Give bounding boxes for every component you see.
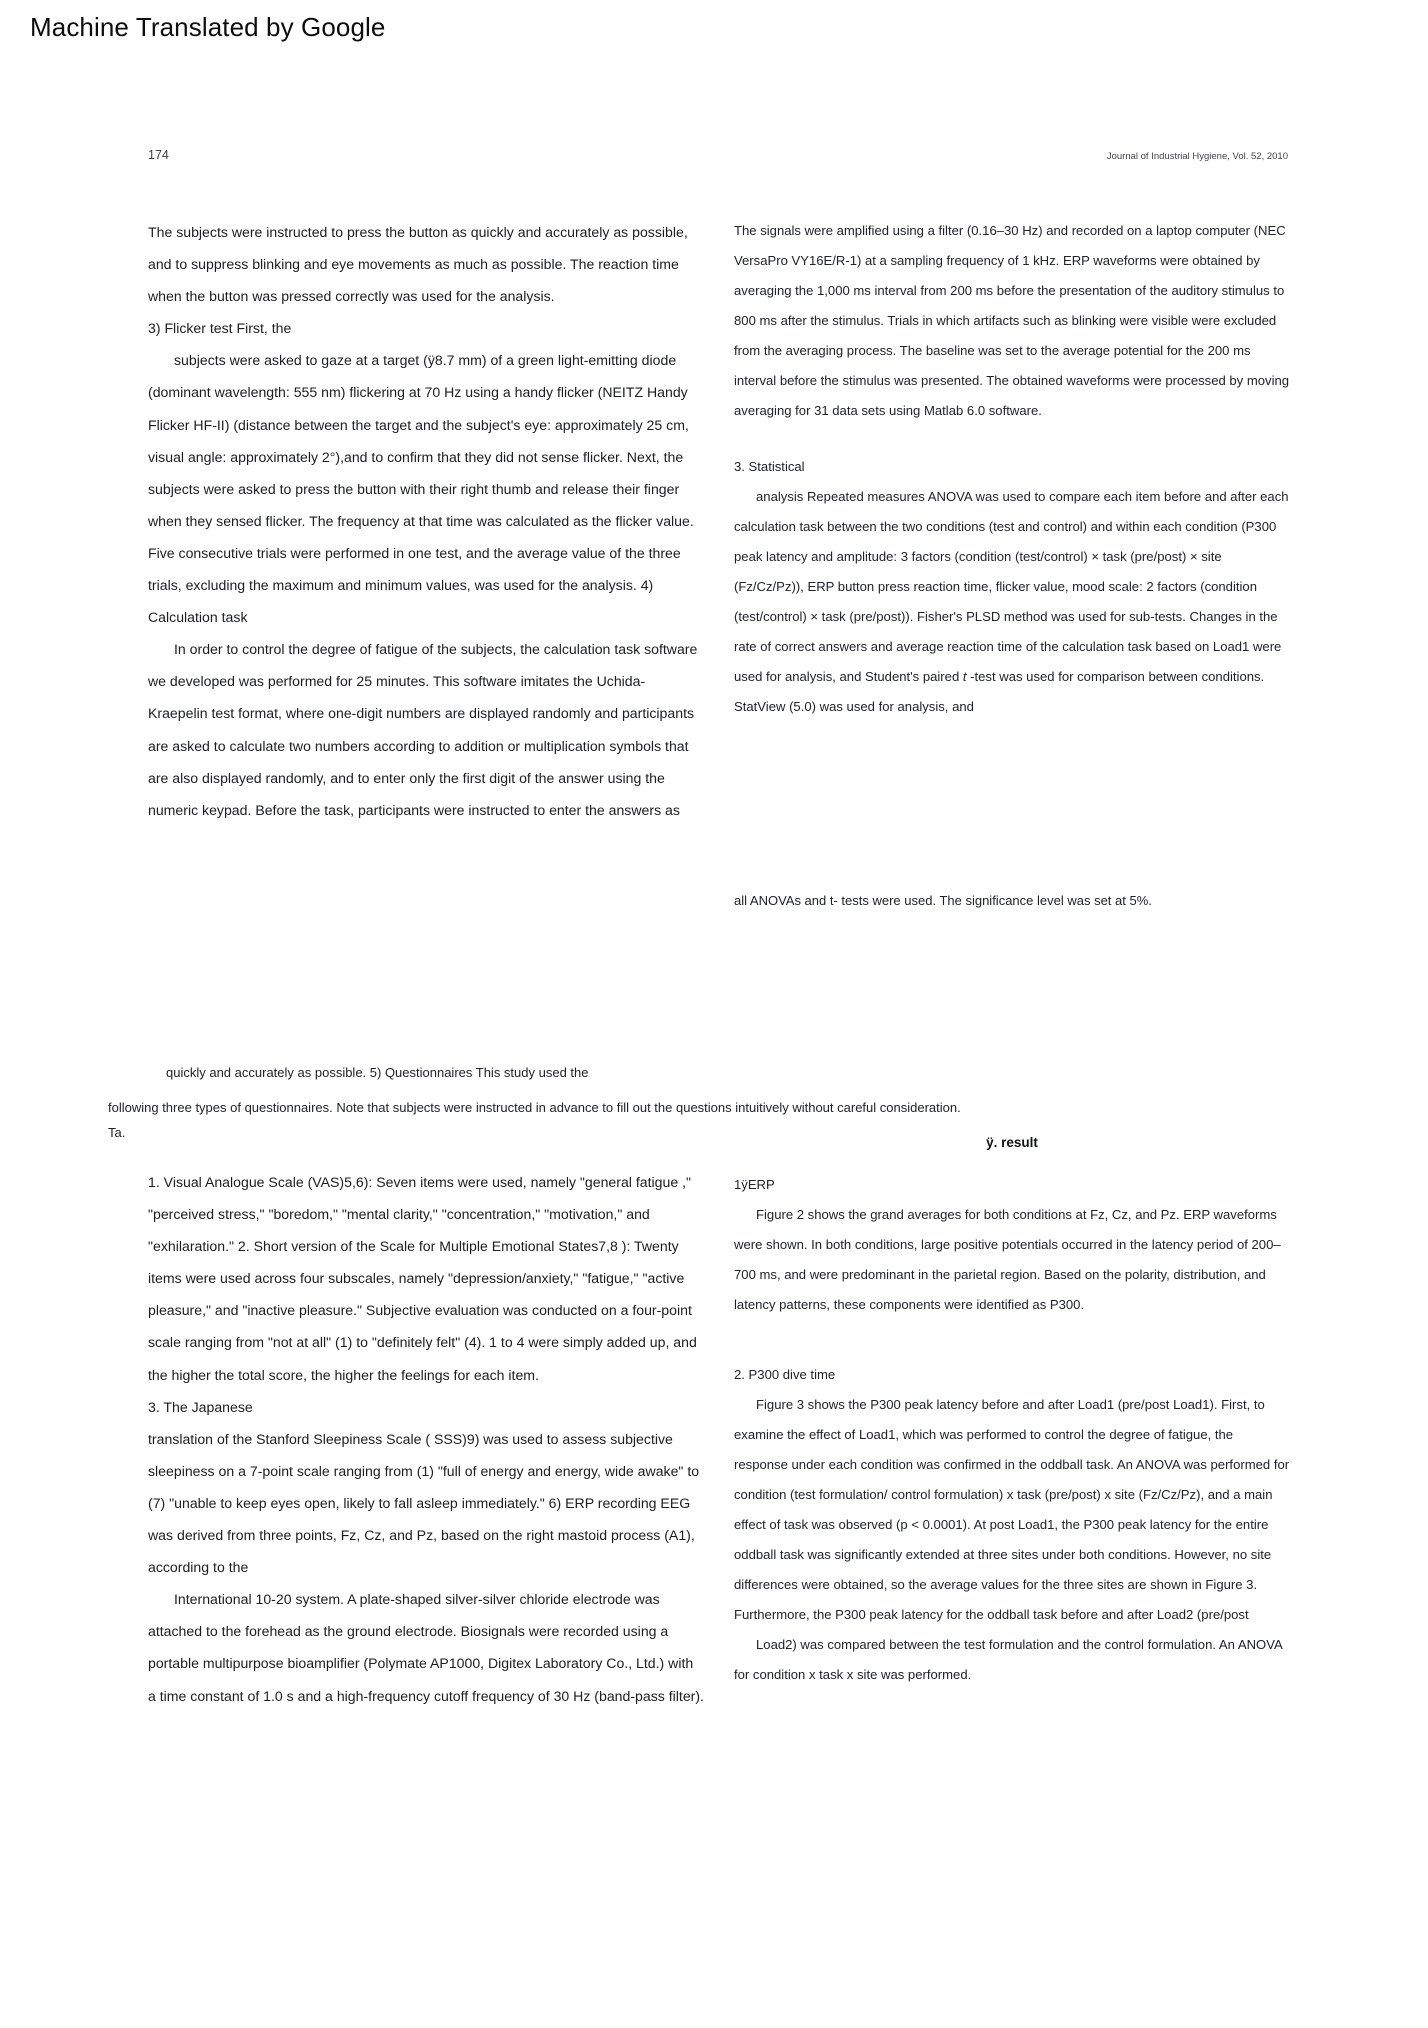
paragraph-flicker-method: subjects were asked to gaze at a target (ÿ8.7 mm) of a green light-emitting diode (dominant wavelength: 555 nm) flickering at 70 Hz using a handy flicker (NEITZ Handy Flicker HF-II) (distance between the target and the subject's eye: approximately 25 cm, visual angle: approximately 2°),and to confirm that they did not sense flicker. Next, the subjects were asked to press the button with their right thumb and release their finger when they sensed flicker. The frequency at that time was calculated as the flicker value. Five consecutive trials were performed in one test, and the average value of the three trials, excluding the maximum and minimum values, was used for the analysis. 4) xyxy=(148,352,694,594)
running-head xyxy=(148,148,1288,172)
left-column-upper xyxy=(148,216,704,826)
spanning-block-questionnaires xyxy=(108,1060,1334,1145)
right-column-upper xyxy=(734,216,1290,722)
paragraph-erp-results: Figure 2 shows the grand averages for both conditions at Fz, Cz, and Pz. ERP waveforms were shown. In both conditions, large positive potentials occurred in the latency period of 200–700 ms, and were predominant in the parietal region. Based on the polarity, distribution, and latency patterns, these components were identified as P300. xyxy=(734,1207,1281,1312)
heading-results-section: ÿ. result xyxy=(986,1135,1038,1150)
paragraph-statistical-analysis xyxy=(734,482,1290,722)
spanning-line-following: following three types of questionnaires. Note that subjects were instructed in advance to fill out the questions intuitively without careful consideration. xyxy=(108,1100,961,1115)
heading-according-to: according to the xyxy=(148,1559,249,1576)
left-column-lower xyxy=(148,1166,704,1712)
stat-text-a: analysis Repeated measures ANOVA was used to compare each item before and after each calculation task between the two conditions (test and control) and within each condition (P300 peak latency and amplitude: 3 factors (condition (test/control) × task (pre/post) × site (Fz/Cz/Pz)), ERP button press reaction time, flicker value, mood scale: 2 factors (condition (test/control) × task (pre/post)). Fisher's PLSD method was used for sub-tests. Changes in the rate of correct answers and average reaction time of the calculation task based on Load1 were used for analysis, and Student's paired xyxy=(734,489,1289,684)
spanning-line-anova-wrap xyxy=(108,888,1334,913)
heading-statistical: 3. Statistical xyxy=(734,459,805,474)
page-folio: 174 xyxy=(148,148,169,162)
spanning-line-ta: Ta. xyxy=(108,1125,126,1140)
paragraph-subject-instructions: The subjects were instructed to press the button as quickly and accurately as possible, and to suppress blinking and eye movements as much as possible. The reaction time when the button was pressed correctly was used for the analysis. xyxy=(148,224,688,305)
paragraph-p300-latency: Figure 3 shows the P300 peak latency before and after Load1 (pre/post Load1). First, to examine the effect of Load1, which was performed to control the degree of fatigue, the response under each condition was confirmed in the oddball task. An ANOVA was performed for condition (test formulation/ control formulation) x task (pre/post) x site (Fz/Cz/Pz), and a main effect of task was observed (p < 0.0001). At post Load1, the P300 peak latency for the entire oddball task was significantly extended at three sites under both conditions. However, no site differences were obtained, so the average values for the three sites are shown in Figure 3. Furthermore, the P300 peak latency for the oddball task before and after Load2 (pre/post xyxy=(734,1397,1290,1622)
machine-translation-label: Machine Translated by Google xyxy=(30,12,386,42)
stat-text-b: -test was used for comparison between conditions. StatView (5.0) was used for analysis, and xyxy=(734,669,1265,714)
stat-italic-t: t xyxy=(962,669,967,684)
paragraph-questionnaire-scales: 1. Visual Analogue Scale (VAS)5,6): Seven items were used, namely "general fatigue ," "perceived stress," "boredom," "mental clarity," "concentration," "motivation," and "exhilaration." 2. Short version of the Scale for Multiple Emotional States7,8 ): Twenty items were used across four subscales, namely "depression/anxiety," "fatigue," "active pleasure," and "inactive pleasure." Subjective evaluation was conducted on a four-point scale ranging from "not at all" (1) to "definitely felt" (4). 1 to 4 were simply added up, and the higher the total score, the higher the feelings for each item. xyxy=(148,1174,697,1383)
right-column-lower xyxy=(734,1170,1290,1690)
spanning-line-quickly: quickly and accurately as possible. 5) Questionnaires This study used the xyxy=(166,1065,589,1080)
journal-citation: Journal of Industrial Hygiene, Vol. 52, 2010 xyxy=(1106,151,1288,162)
heading-erp: 1ÿERP xyxy=(734,1177,775,1192)
spanning-line-anova: all ANOVAs and t- tests were used. The significance level was set at 5%. xyxy=(734,893,1152,908)
heading-p300-dive-time: 2. P300 dive time xyxy=(734,1367,836,1382)
paragraph-calculation-task: In order to control the degree of fatigue of the subjects, the calculation task software we developed was performed for 25 minutes. This software imitates the Uchida-Kraepelin test format, where one-digit numbers are displayed randomly and participants are asked to calculate two numbers according to addition or multiplication symbols that are also displayed randomly, and to enter only the first digit of the answer using the numeric keypad. Before the task, participants were instructed to enter the answers as xyxy=(148,641,698,818)
paragraph-signal-amplification: The signals were amplified using a filter (0.16–30 Hz) and recorded on a laptop computer (NEC VersaPro VY16E/R-1) at a sampling frequency of 1 kHz. ERP waveforms were obtained by averaging the 1,000 ms interval from 200 ms before the presentation of the auditory stimulus to 800 ms after the stimulus. Trials in which artifacts such as blinking were visible were excluded from the averaging process. The baseline was set to the average potential for the 200 ms interval before the stimulus was presented. The obtained waveforms were processed by moving averaging for 31 data sets using Matlab 6.0 software. xyxy=(734,223,1290,418)
heading-calculation-task: Calculation task xyxy=(148,609,248,626)
document-page xyxy=(0,58,1428,2028)
machine-translation-banner xyxy=(0,0,1428,58)
paragraph-sleepiness-scale: translation of the Stanford Sleepiness Scale ( SSS)9) was used to assess subjective sleepiness on a 7-point scale ranging from (1) "full of energy and energy, wide awake" to (7) "unable to keep eyes open, likely to fall asleep immediately." 6) ERP recording EEG was derived from three points, Fz, Cz, and Pz, based on the right mastoid process (A1), xyxy=(148,1430,700,1544)
heading-flicker-test: 3) Flicker test First, the xyxy=(148,320,292,337)
paragraph-load2-comparison: Load2) was compared between the test formulation and the control formulation. An ANOVA for condition x task x site was performed. xyxy=(734,1637,1282,1682)
heading-japanese-translation: 3. The Japanese xyxy=(148,1398,253,1415)
paragraph-electrode-recording: International 10-20 system. A plate-shaped silver-silver chloride electrode was attached to the forehead as the ground electrode. Biosignals were recorded using a portable multipurpose bioamplifier (Polymate AP1000, Digitex Laboratory Co., Ltd.) with a time constant of 1.0 s and a high-frequency cutoff frequency of 30 Hz (band-pass filter). xyxy=(148,1591,704,1704)
